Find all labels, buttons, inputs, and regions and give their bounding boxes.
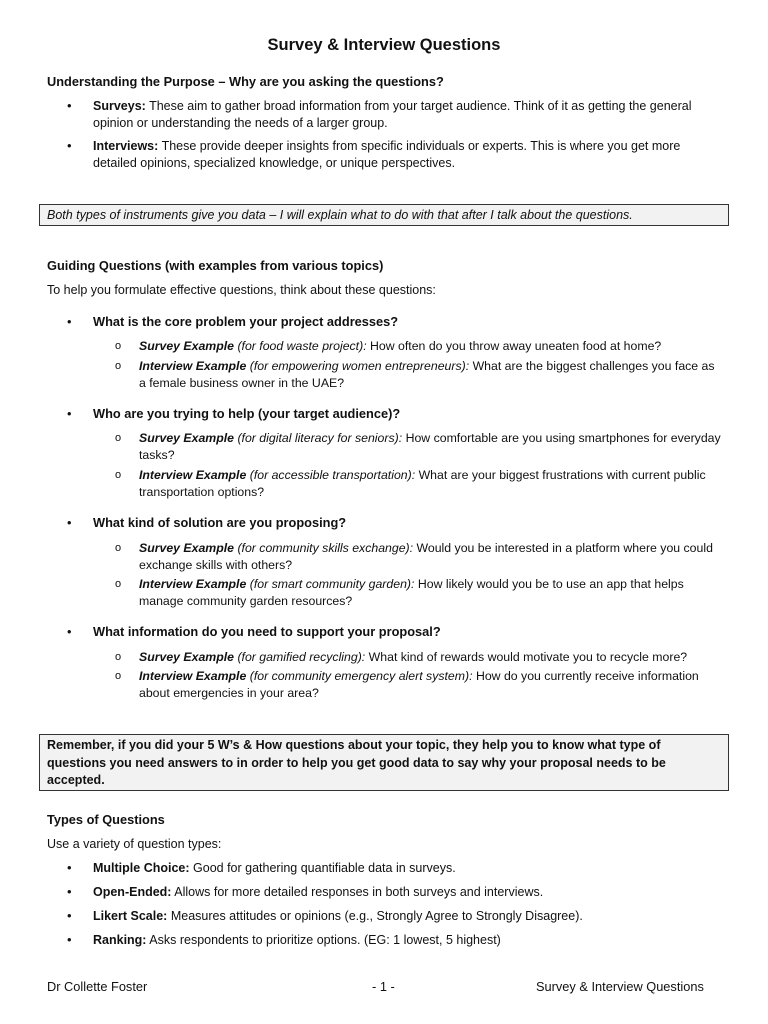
survey-example (139, 649, 724, 666)
example-context: (for gamified recycling): (237, 650, 366, 664)
example-text: How comfortable are you using smartphones for everyday tasks? (139, 431, 721, 462)
example-context: (for digital literacy for seniors): (237, 431, 403, 445)
example-text: What are your biggest frustrations with current public transportation options? (139, 468, 706, 499)
interview-example (139, 668, 724, 701)
type-item-label: Ranking: (93, 933, 147, 947)
purpose-item-interviews (93, 138, 721, 171)
interview-example (139, 467, 724, 500)
guiding-question: • What is the core problem your project addresses? (93, 314, 721, 329)
example-type: Interview Example (139, 577, 247, 591)
type-item-likert-scale (93, 908, 721, 925)
footer-page-number: - 1 - (372, 979, 395, 994)
guiding-question: • What kind of solution are you proposing? (93, 515, 721, 530)
page-title: Survey & Interview Questions (267, 36, 501, 54)
remember-box: Remember, if you did your 5 W’s & How questions about your topic, they help you to know what type of questions you need answers to in order to help you get good data to say why your proposal needs to be accepted. (39, 734, 729, 791)
note-box: Both types of instruments give you data – I will explain what to do with that after I talk about the questions. (39, 204, 729, 226)
guiding-question: • Who are you trying to help (your target audience)? (93, 406, 721, 421)
purpose-item-label: Surveys: (93, 99, 146, 113)
type-item-text: Asks respondents to prioritize options. (EG: 1 lowest, 5 highest) (149, 933, 501, 947)
example-text: How do you currently receive information about emergencies in your area? (139, 669, 699, 700)
type-item-multiple-choice (93, 860, 721, 877)
interview-example (139, 576, 724, 609)
example-type: Interview Example (139, 669, 247, 683)
example-context: (for community skills exchange): (237, 541, 414, 555)
example-type: Survey Example (139, 541, 235, 555)
types-intro: Use a variety of question types: (47, 837, 222, 851)
example-type: Survey Example (139, 650, 235, 664)
type-item-ranking (93, 932, 721, 949)
footer-doc-title: Survey & Interview Questions (536, 979, 704, 994)
survey-example (139, 338, 724, 355)
example-type: Interview Example (139, 468, 247, 482)
guiding-question: • What information do you need to support your proposal? (93, 624, 721, 639)
purpose-item-text: These provide deeper insights from specific individuals or experts. This is where you get more detailed opinions, specialized knowledge, or unique perspectives. (93, 139, 681, 170)
type-item-open-ended (93, 884, 721, 901)
example-text: How often do you throw away uneaten food at home? (370, 339, 662, 353)
type-item-label: Multiple Choice: (93, 861, 190, 875)
example-text: What are the biggest challenges you face as a female business owner in the UAE? (139, 359, 715, 390)
guiding-heading: Guiding Questions (with examples from various topics) (47, 258, 384, 273)
example-context: (for empowering women entrepreneurs): (249, 359, 470, 373)
example-context: (for community emergency alert system): (249, 669, 473, 683)
footer-author: Dr Collette Foster (47, 979, 148, 994)
purpose-item-text: These aim to gather broad information from your target audience. Think of it as getting the general opinion or understanding the needs of a larger group. (93, 99, 692, 130)
type-item-label: Open-Ended: (93, 885, 172, 899)
example-context: (for accessible transportation): (249, 468, 416, 482)
type-item-label: Likert Scale: (93, 909, 168, 923)
example-text: Would you be interested in a platform where you could exchange skills with others? (139, 541, 713, 572)
purpose-heading: Understanding the Purpose – Why are you asking the questions? (47, 74, 444, 89)
interview-example (139, 358, 724, 391)
purpose-item-label: Interviews: (93, 139, 159, 153)
purpose-item-surveys (93, 98, 721, 131)
type-item-text: Good for gathering quantifiable data in surveys. (193, 861, 456, 875)
example-text: What kind of rewards would motivate you to recycle more? (368, 650, 688, 664)
example-context: (for food waste project): (237, 339, 367, 353)
survey-example (139, 540, 724, 573)
example-type: Survey Example (139, 339, 235, 353)
type-item-text: Allows for more detailed responses in both surveys and interviews. (174, 885, 544, 899)
example-type: Interview Example (139, 359, 247, 373)
example-text: How likely would you be to use an app that helps manage community garden resources? (139, 577, 684, 608)
guiding-intro: To help you formulate effective questions, think about these questions: (47, 283, 436, 297)
survey-example (139, 430, 724, 463)
example-type: Survey Example (139, 431, 235, 445)
example-context: (for smart community garden): (249, 577, 415, 591)
type-item-text: Measures attitudes or opinions (e.g., Strongly Agree to Strongly Disagree). (170, 909, 583, 923)
types-heading: Types of Questions (47, 812, 165, 827)
